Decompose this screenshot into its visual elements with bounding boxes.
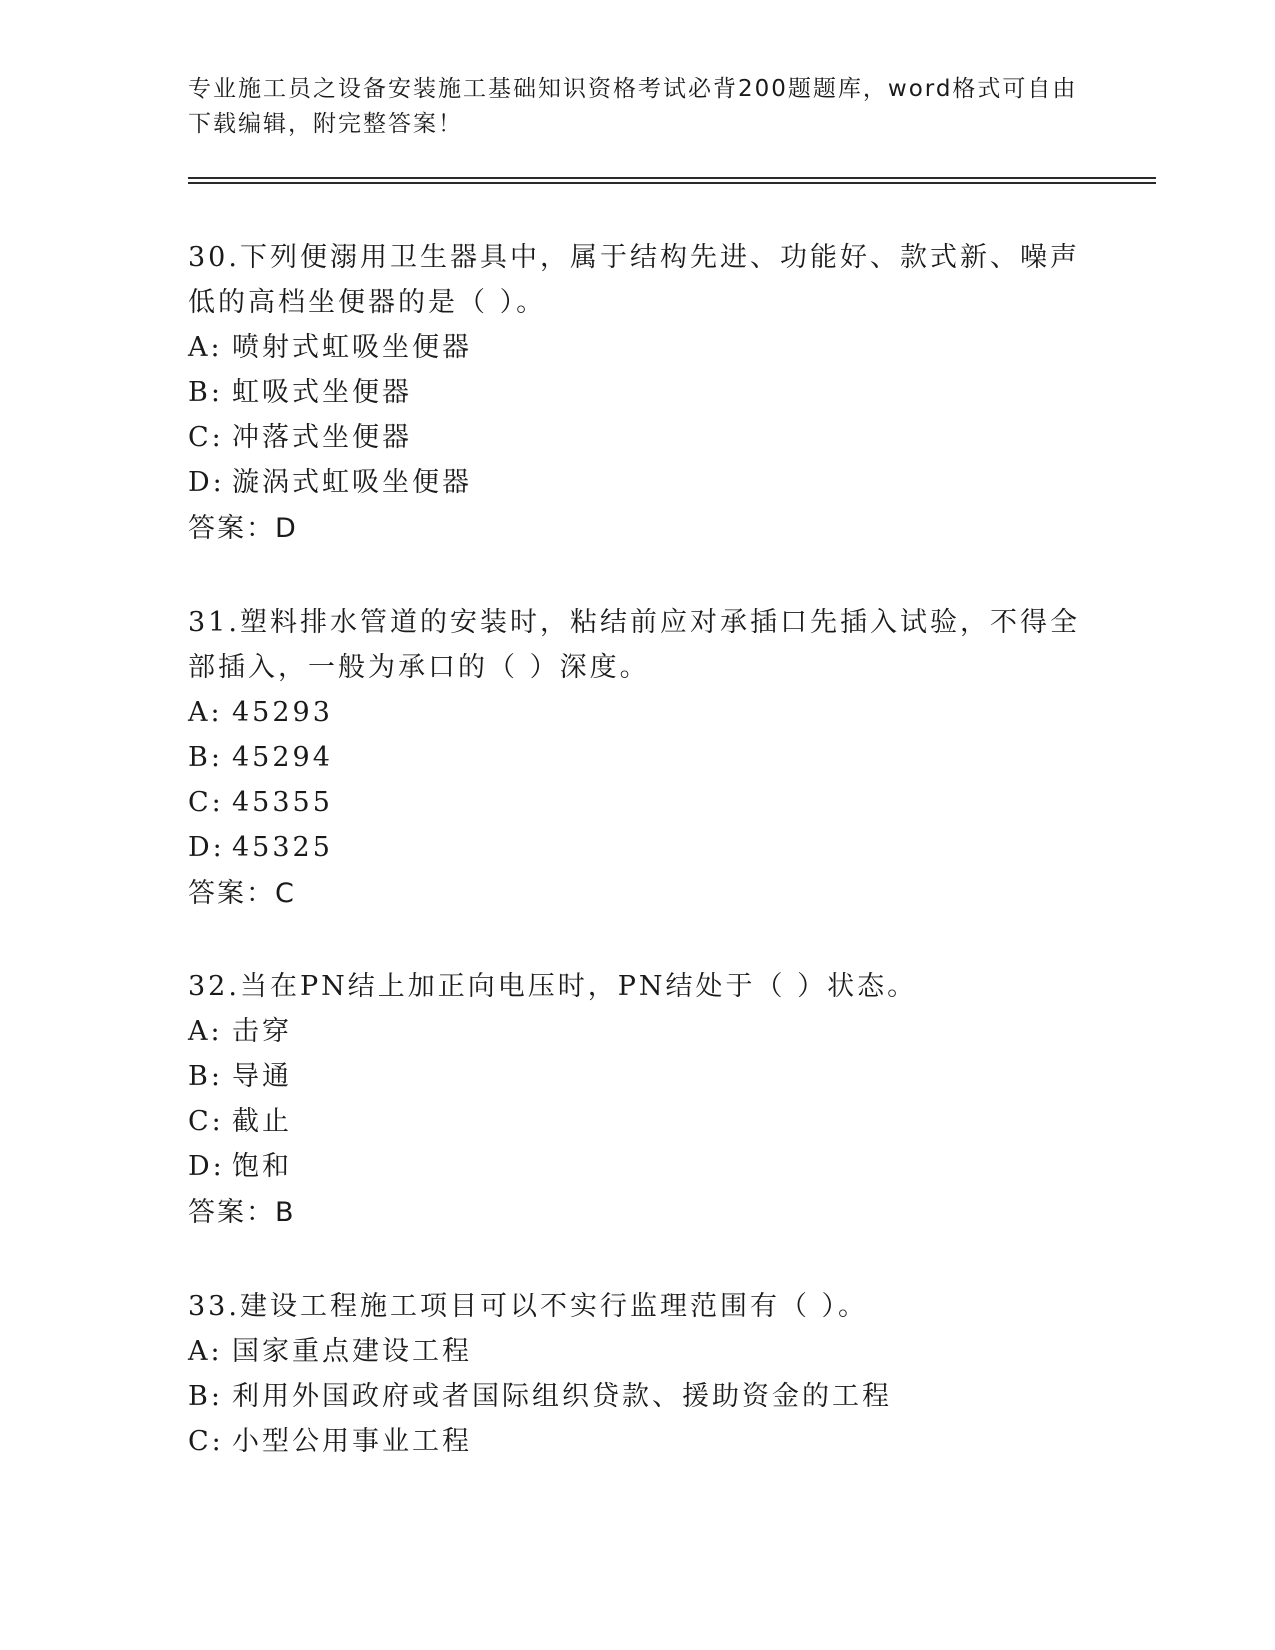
option-c [188,415,1088,460]
option-text: 导通 [232,1061,292,1092]
option-letter: B: [188,377,223,408]
question-33 [188,1284,1088,1464]
header-divider-bottom [188,182,1156,184]
option-text: 虹吸式坐便器 [232,377,412,408]
option-text: 国家重点建设工程 [232,1336,472,1367]
question-text: 31.塑料排水管道的安装时，粘结前应对承插口先插入试验，不得全部插入，一般为承口的（ ）深度。 [188,607,1080,683]
option-letter: A: [188,332,223,363]
option-letter: A: [188,697,223,728]
header-note: 专业施工员之设备安装施工基础知识资格考试必背200题题库，word格式可自由下载编辑，附完整答案！ [188,76,1078,137]
option-letter: C: [188,1106,224,1137]
option-b [188,1374,1088,1419]
option-text: 漩涡式虹吸坐便器 [232,467,472,498]
option-a [188,690,1088,735]
option-letter: B: [188,742,223,773]
question-text: 30.下列便溺用卫生器具中，属于结构先进、功能好、款式新、噪声低的高档坐便器的是（ ）。 [188,242,1080,318]
option-a [188,1329,1088,1374]
option-text: 饱和 [232,1151,292,1182]
option-text: 冲落式坐便器 [232,422,412,453]
option-letter: C: [188,422,224,453]
question-text: 32.当在PN结上加正向电压时，PN结处于（ ）状态。 [188,971,918,1002]
option-letter: C: [188,1426,224,1457]
option-d [188,1144,1088,1189]
answer-line: 答案：B [188,1197,296,1228]
header-divider-top [188,177,1156,179]
question-30 [188,235,1088,553]
question-31 [188,600,1088,918]
option-text: 截止 [232,1106,292,1137]
option-b [188,370,1088,415]
option-text: 喷射式虹吸坐便器 [232,332,472,363]
option-letter: A: [188,1016,223,1047]
option-c [188,780,1088,825]
option-letter: B: [188,1061,223,1092]
option-text: 利用外国政府或者国际组织贷款、援助资金的工程 [232,1381,892,1412]
option-letter: D: [188,467,225,498]
answer-line: 答案：D [188,513,298,544]
question-text: 33.建设工程施工项目可以不实行监理范围有（ ）。 [188,1291,869,1322]
option-b [188,1054,1088,1099]
answer-line: 答案：C [188,878,296,909]
option-d [188,460,1088,505]
option-text: 击穿 [232,1016,292,1047]
option-text: 小型公用事业工程 [232,1426,472,1457]
option-letter: B: [188,1381,223,1412]
option-a [188,325,1088,370]
option-text: 45294 [232,742,333,773]
option-c [188,1099,1088,1144]
option-letter: D: [188,1151,225,1182]
option-text: 45293 [232,697,333,728]
option-letter: C: [188,787,224,818]
option-a [188,1009,1088,1054]
question-32 [188,964,1088,1237]
option-c [188,1419,1088,1464]
option-d [188,825,1088,870]
option-text: 45325 [232,832,333,863]
option-letter: A: [188,1336,223,1367]
option-letter: D: [188,832,225,863]
option-text: 45355 [232,787,333,818]
option-b [188,735,1088,780]
